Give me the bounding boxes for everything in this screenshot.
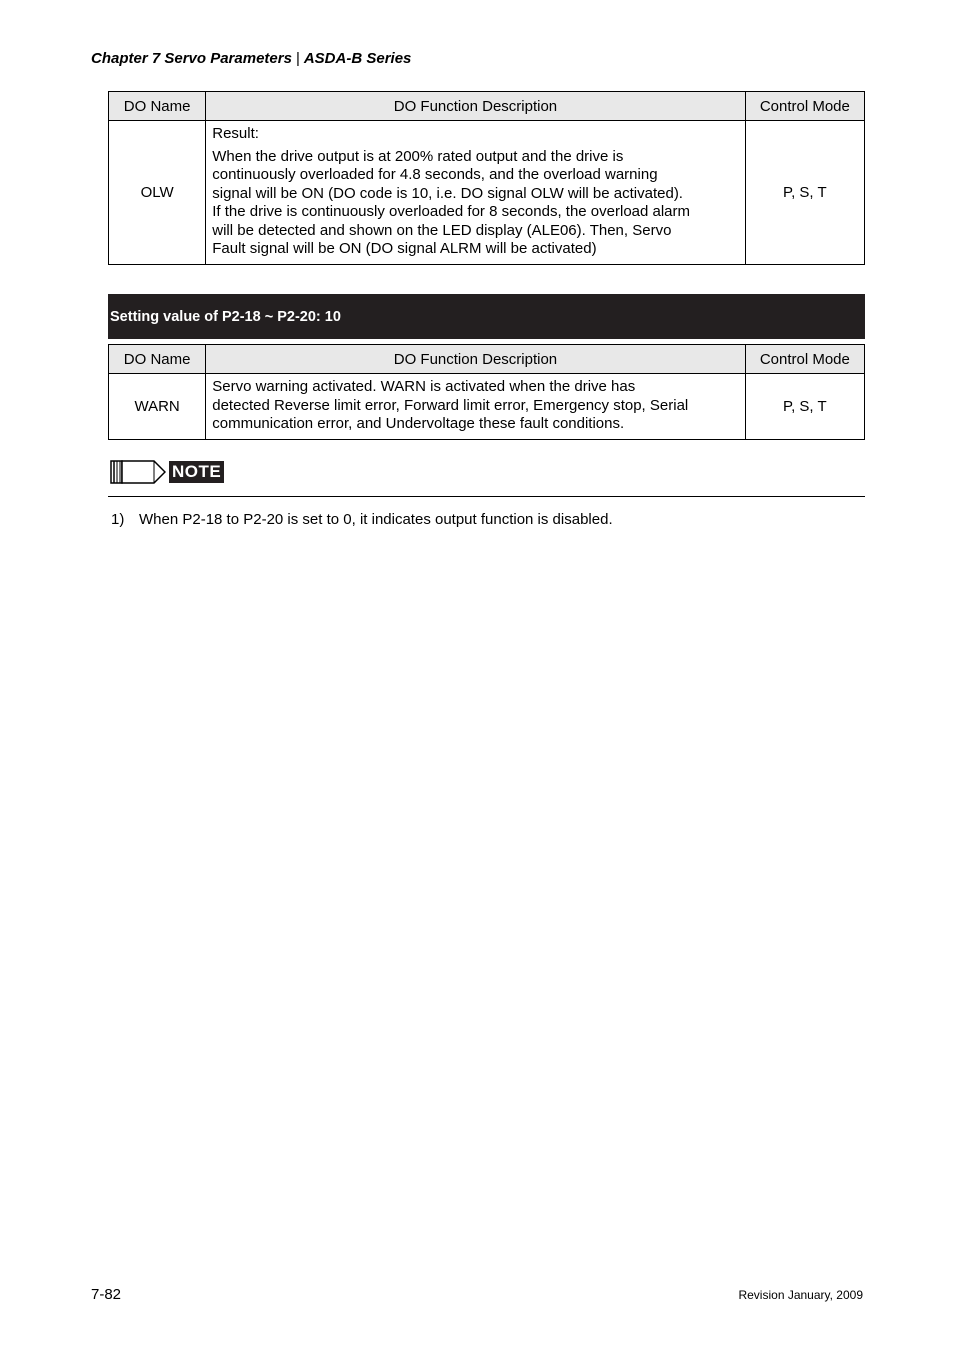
description-line: will be detected and shown on the LED display (ALE06). Then, Servo [212,221,672,239]
table-header-row [109,92,865,121]
do-name-header: DO Name [109,345,206,374]
control-mode-header: Control Mode [745,92,864,121]
note-pencil-icon [110,459,166,485]
description-line: If the drive is continuously overloaded for 8 seconds, the overload alarm [212,203,691,220]
description-line: signal will be ON (DO code is 10, i.e. DO signal OLW will be activated). [212,184,683,202]
olw-table [108,91,865,265]
section-title-bar [108,294,865,339]
list-item [111,511,613,528]
description-cell [206,121,745,265]
description-line: When the drive output is at 200% rated output and the drive is [212,147,624,165]
control-mode-cell: P, S, T [745,121,864,265]
control-mode-header: Control Mode [745,345,864,374]
do-name-cell: WARN [109,374,206,440]
chapter-title: Chapter 7 Servo Parameters [91,50,292,67]
page-header [91,50,411,67]
note-item-number: 1) [111,511,125,528]
description-line: continuously overloaded for 4.8 seconds, and the overload warning [212,166,658,183]
description-cell [206,374,745,440]
description-line: Fault signal will be ON (DO signal ALRM will be activated) [212,240,597,257]
description-line: detected Reverse limit error, Forward limit error, Emergency stop, Serial [212,396,689,414]
do-name-cell: OLW [109,121,206,265]
revision-date: Revision January, 2009 [738,1288,863,1302]
note-label: NOTE [169,461,224,483]
table-row [109,374,865,440]
description-line: communication error, and Undervoltage these fault conditions. [212,415,625,432]
table-header-row [109,345,865,374]
description-header: DO Function Description [206,345,745,374]
result-label: Result: [212,125,259,142]
control-mode-cell: P, S, T [745,374,864,440]
page-number: 7-82 [91,1286,122,1303]
do-name-header: DO Name [109,92,206,121]
series-title: ASDA-B Series [303,50,412,67]
header-separator: | [295,50,300,67]
note-item-text: When P2-18 to P2-20 is set to 0, it indicates output function is disabled. [139,511,613,528]
table-row [109,121,865,265]
description-line: Servo warning activated. WARN is activated when the drive has [212,378,636,395]
section-title: Setting value of P2-18 ~ P2-20: 10 [110,308,341,325]
description-header: DO Function Description [206,92,745,121]
warn-table [108,344,865,440]
note-divider [108,496,865,497]
note-heading [110,459,224,485]
